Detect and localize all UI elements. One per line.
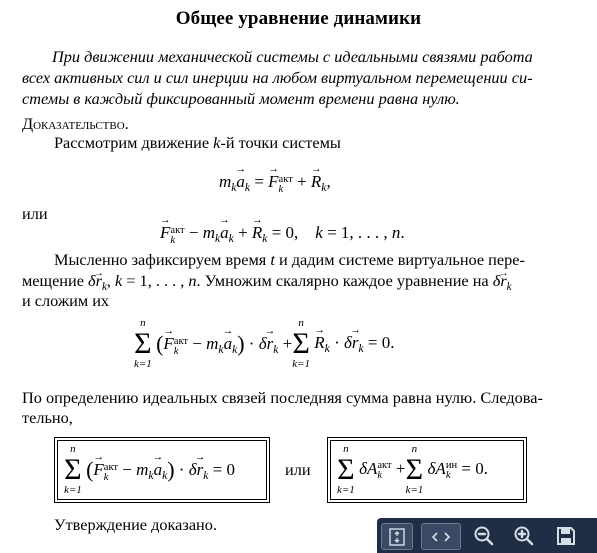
conclusion: Утверждение доказано.	[54, 515, 217, 534]
sum-symbol: n Σ k=1	[337, 443, 355, 496]
zoom-out-icon	[473, 525, 495, 547]
sum-symbol: n Σ k=1	[292, 317, 311, 370]
paragraph-3-line-1: По определению идеальных связей последняя сумма равна нулю. Следова-	[22, 388, 543, 407]
fit-page-icon	[387, 527, 407, 547]
theorem-line: стемы в каждый фиксированный момент времени равна нулю.	[22, 89, 460, 108]
theorem-line: При движении механической системы с идеальными связями работа	[52, 47, 533, 66]
sum-symbol: n Σ k=1	[405, 443, 424, 496]
or-label-1: или	[22, 204, 48, 223]
paragraph-2-line-1: Мысленно зафиксируем время t и дадим системе виртуальное пере-	[54, 250, 525, 269]
boxed-equation-right: n Σ k=1 δA акт k + n Σ k=1 δA ин k = 0.	[330, 440, 524, 500]
boxed-equation-left: n Σ k=1 (→ F акт k − $m_k\to a_k) \cdot \delta\to r_k = 0$	[57, 440, 267, 500]
page-nav-icon	[426, 527, 456, 547]
sum-symbol: n Σ k=1	[64, 443, 82, 496]
page-nav-button[interactable]	[421, 523, 461, 550]
paragraph-2-line-3: и сложим их	[22, 291, 110, 310]
fit-page-button[interactable]	[381, 523, 413, 550]
equation-3: n Σ k=1 (→ F акт k − $m_k\to a_k) \cdot \delta\to r_k$ + n Σ k=1 → $R_k \cdot \delta\to r_k = 0$.	[134, 318, 395, 370]
zoom-out-button[interactable]	[469, 523, 499, 548]
viewer-toolbar	[377, 518, 597, 553]
sum-symbol: n Σ k=1	[134, 317, 152, 370]
save-icon	[555, 525, 577, 547]
paragraph-1: Рассмотрим движение k-й точки системы	[54, 133, 341, 152]
paragraph-3-line-2: тельно,	[22, 408, 73, 427]
zoom-in-button[interactable]	[509, 523, 539, 548]
or-label-2: или	[285, 460, 311, 479]
theorem-statement	[22, 46, 562, 109]
equation-1: $m_k\to a_k$ = → F акт k + → $R_k$,	[219, 172, 331, 195]
page-title: Общее уравнение динамики	[175, 8, 422, 29]
proof-label: Доказательство.	[22, 114, 129, 133]
zoom-in-icon	[513, 525, 535, 547]
equation-2: → F акт k − $m_k\to a_k$ + → $R_k = 0$, k = 1, . . . , n.	[160, 223, 405, 246]
paragraph-2-line-2: мещение $\delta\to r_k$, k = 1, . . . , n. Умножим скалярно каждое уравнение на $\delta\to r_k$	[22, 271, 512, 297]
save-button[interactable]	[551, 523, 581, 548]
theorem-line: всех активных сил и сил инерции на любом виртуальном перемещении си-	[22, 68, 533, 87]
